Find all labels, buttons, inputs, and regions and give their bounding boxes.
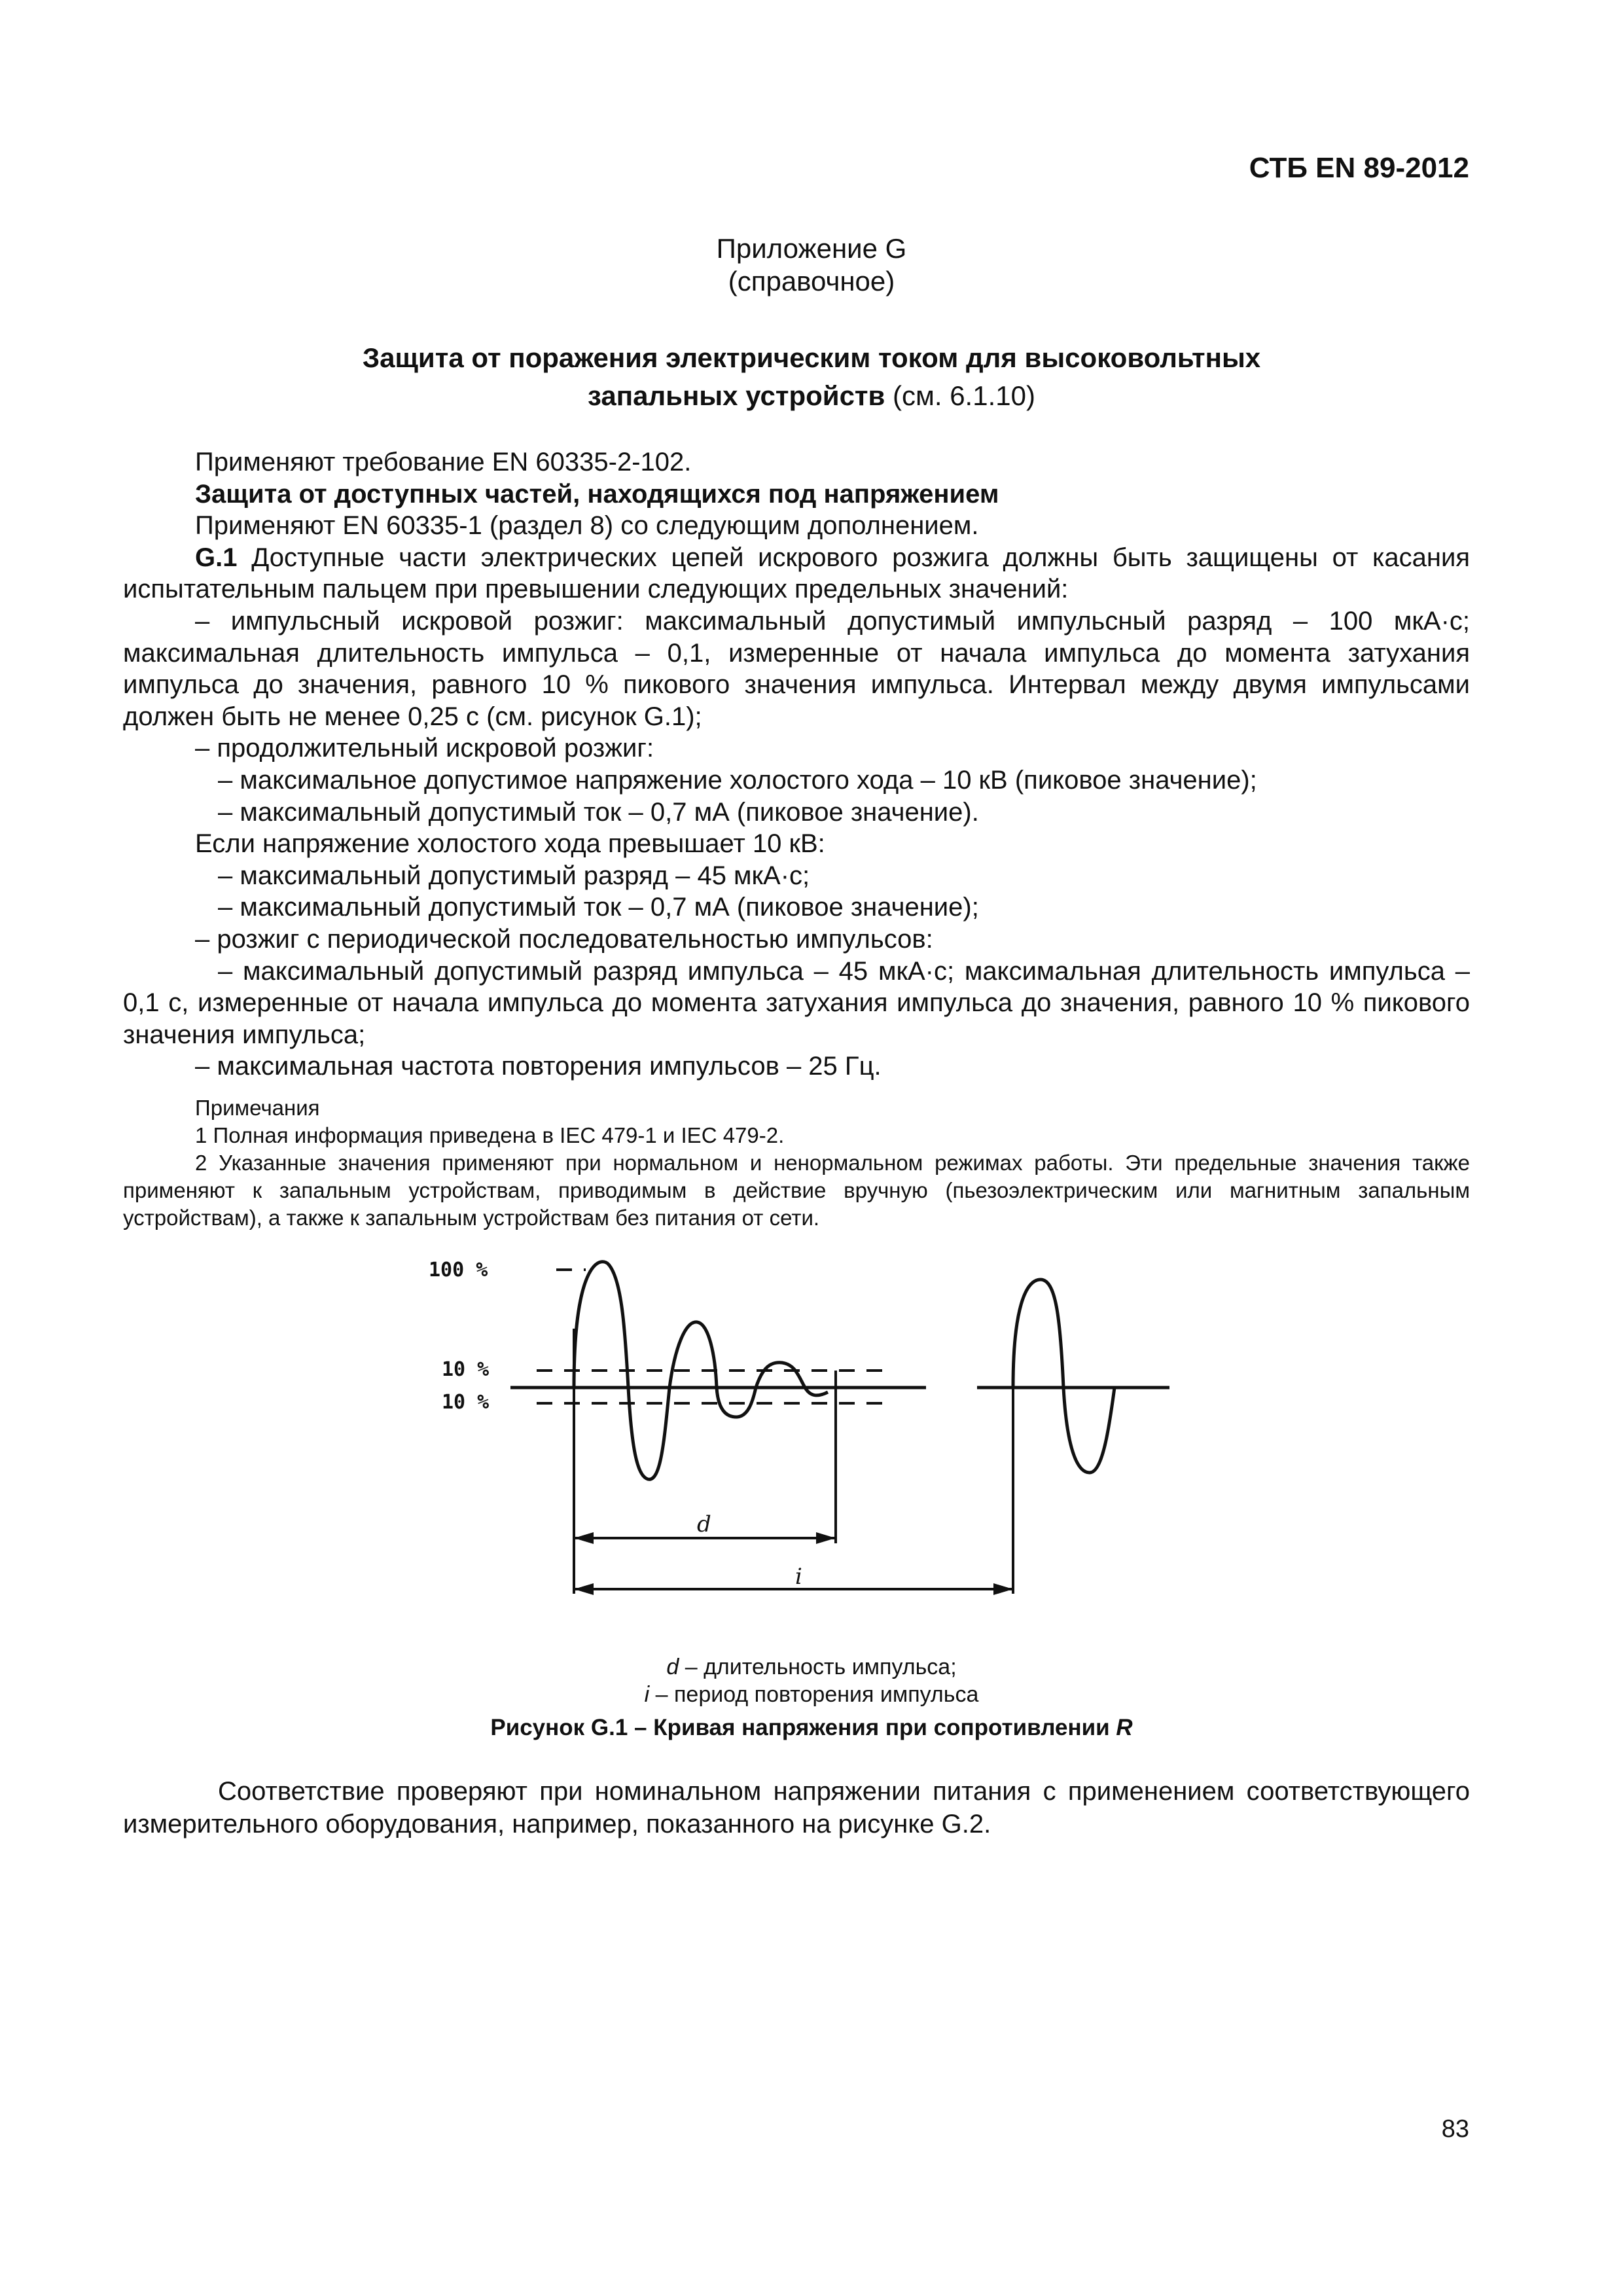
d-arrow-right — [816, 1532, 836, 1544]
list-subitem-periodic-discharge: – максимальный допустимый разряд импульса – 45 мкА·с; максимальная длительность импульса – 0,1 с, измеренные от начала импульса до момента затухания импульса до значения, равного 10 % пикового значения импульса; — [123, 956, 1470, 1049]
note-1: 1 Полная информация приведена в IEC 479-1 и IEC 479-2. — [195, 1122, 785, 1147]
section-title — [0, 339, 1623, 415]
repeated-pulse-curve — [1013, 1280, 1115, 1473]
label-10-percent-upper: 10 % — [442, 1358, 490, 1381]
section-title-reference: (см. 6.1.10) — [885, 380, 1035, 411]
list-item-periodic-ignition: – розжиг с периодической последовательностью импульсов: — [195, 924, 933, 954]
i-arrow-left — [574, 1583, 594, 1595]
clause-g1-label: G.1 — [195, 543, 238, 572]
section-title-line2-bold: запальных устройств — [588, 380, 885, 411]
list-item-pulse-ignition: – импульсный искровой розжиг: максимальный допустимый импульсный разряд – 100 мкА·с; максимальная длительность импульса – 0,1, измеренные от начала импульса до момента затухания импульса до значения, равного 10 % пикового значения импульса. Интервал между двумя импульсами должен быть не менее 0,25 с (см. рисунок G.1); — [123, 606, 1470, 731]
legend-d-text: – длительность импульса; — [679, 1655, 957, 1679]
list-subitem-voltage: – максимальное допустимое напряжение холостого хода – 10 кВ (пиковое значение); — [218, 765, 1257, 795]
page-number: 83 — [1441, 2115, 1469, 2143]
figure-caption-text: Рисунок G.1 – Кривая напряжения при сопротивлении — [490, 1715, 1116, 1740]
clause-g1-text: Доступные части электрических цепей искрового розжига должны быть защищены от касания испытательным пальцем при превышении следующих предельных значений: — [123, 543, 1470, 604]
voltage-curve-figure — [429, 1230, 1181, 1610]
closing-text: Соответствие проверяют при номинальном напряжении питания с применением соответствующего измерительного оборудования, например, показанного на рисунке G.2. — [123, 1777, 1470, 1839]
annex-title: Приложение G — [716, 233, 907, 264]
legend-i-symbol: i — [644, 1682, 650, 1707]
label-d: d — [697, 1511, 711, 1537]
list-subitem-current: – максимальный допустимый ток – 0,7 мА (пиковое значение). — [218, 797, 979, 827]
closing-paragraph — [123, 1775, 1470, 1840]
paragraph-supplement: Применяют EN 60335-1 (раздел 8) со следующим дополнением. — [195, 511, 979, 541]
label-10-percent-lower: 10 % — [442, 1391, 490, 1414]
i-arrow-right — [993, 1583, 1013, 1595]
list-item-frequency: – максимальная частота повторения импульсов – 25 Гц. — [195, 1052, 882, 1081]
list-subitem-current-2: – максимальный допустимый ток – 0,7 мА (пиковое значение); — [218, 893, 979, 922]
label-i: i — [795, 1564, 802, 1590]
section-title-line2 — [0, 377, 1623, 415]
figure-caption — [0, 1715, 1623, 1741]
list-item-continuous-ignition: – продолжительный искровой розжиг: — [195, 734, 654, 763]
legend-i-text: – период повторения импульса — [649, 1682, 979, 1707]
legend-d — [0, 1653, 1623, 1681]
legend-i — [0, 1681, 1623, 1708]
figure-legend — [0, 1653, 1623, 1708]
document-code: СТБ EN 89-2012 — [1249, 152, 1469, 184]
note-2: 2 Указанные значения применяют при нормальном и ненормальном режимах работы. Эти предельные значения также применяют к запальным устройствам, приводимым в действие вручную (пьезоэлектрическим или магнитным запальным устройствам), а также к запальным устройствам без питания от сети. — [123, 1150, 1470, 1230]
legend-d-symbol: d — [666, 1655, 679, 1679]
subheading: Защита от доступных частей, находящихся под напряжением — [195, 479, 999, 509]
annex-kind: (справочное) — [728, 266, 895, 296]
body-text — [123, 446, 1470, 1232]
notes-heading: Примечания — [195, 1095, 320, 1120]
list-subitem-discharge: – максимальный допустимый разряд – 45 мкА·с; — [218, 861, 810, 890]
paragraph-requirement: Применяют требование EN 60335-2-102. — [195, 448, 692, 476]
figure-caption-symbol: R — [1116, 1715, 1133, 1740]
clause-g1 — [123, 542, 1470, 605]
section-title-line1: Защита от поражения электрическим током для высоковольтных — [362, 342, 1261, 373]
d-arrow-left — [574, 1532, 594, 1544]
label-100-percent: 100 % — [429, 1259, 488, 1282]
list-item-voltage-exceeds: Если напряжение холостого хода превышает 10 кВ: — [195, 829, 825, 859]
